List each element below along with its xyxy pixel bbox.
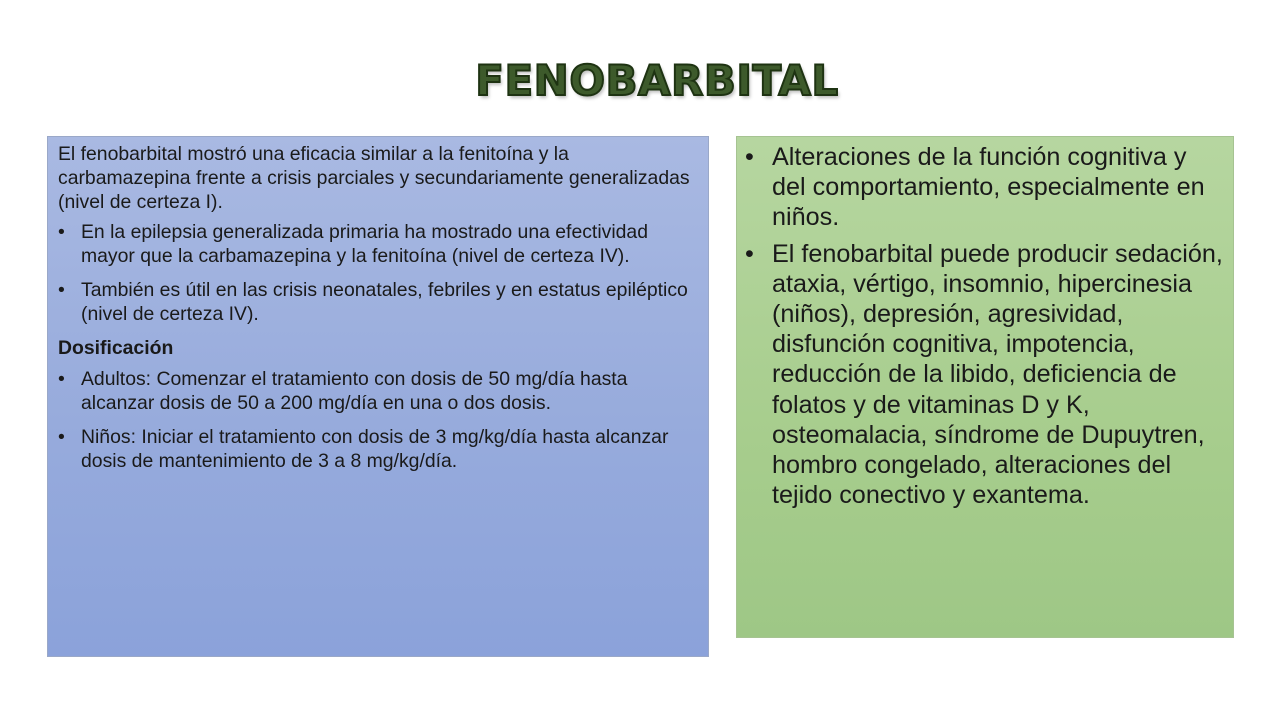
right-text-panel bbox=[736, 136, 1234, 638]
adverse-effects-bullet-list bbox=[745, 142, 1227, 510]
bullet-marker: • bbox=[58, 425, 65, 448]
dosing-bullet-list bbox=[58, 368, 698, 473]
bullet-marker: • bbox=[58, 221, 65, 244]
list-item bbox=[58, 368, 698, 416]
bullet-text: Niños: Iniciar el tratamiento con dosis de 3 mg/kg/día hasta alcanzar dosis de mantenimiento de 3 a 8 mg/kg/día. bbox=[81, 425, 669, 472]
bullet-marker: • bbox=[745, 239, 754, 268]
slide-title: FENOBARBITAL bbox=[475, 56, 839, 105]
list-item bbox=[58, 426, 698, 474]
bullet-text: Alteraciones de la función cognitiva y del comportamiento, especialmente en niños. bbox=[772, 143, 1205, 232]
bullet-text: También es útil en las crisis neonatales, febriles y en estatus epiléptico (nivel de certeza IV). bbox=[81, 278, 688, 325]
efficacy-bullet-list bbox=[58, 221, 698, 326]
bullet-text: El fenobarbital puede producir sedación, ataxia, vértigo, insomnio, hipercinesia (niños), depresión, agresividad, disfunción cognitiva, impotencia, reducción de la libido, deficiencia de folatos y de vitaminas D y K, osteomalacia, síndrome de Dupuytren, hombro congelado, alteraciones del tejido conectivo y exantema. bbox=[772, 239, 1223, 510]
list-item bbox=[745, 239, 1227, 511]
list-item bbox=[58, 221, 698, 269]
list-item bbox=[58, 279, 698, 327]
left-text-panel bbox=[47, 136, 709, 657]
dosing-heading: Dosificación bbox=[58, 336, 174, 359]
intro-paragraph: El fenobarbital mostró una eficacia similar a la fenitoína y la carbamazepina frente a crisis parciales y secundariamente generalizadas (nivel de certeza I). bbox=[58, 143, 690, 213]
bullet-text: En la epilepsia generalizada primaria ha mostrado una efectividad mayor que la carbamazepina y la fenitoína (nivel de certeza IV). bbox=[81, 221, 648, 268]
bullet-text: Adultos: Comenzar el tratamiento con dosis de 50 mg/día hasta alcanzar dosis de 50 a 200 mg/día en una o dos dosis. bbox=[81, 368, 628, 415]
bullet-marker: • bbox=[58, 368, 65, 391]
list-item bbox=[745, 142, 1227, 233]
bullet-marker: • bbox=[745, 143, 754, 171]
bullet-marker: • bbox=[58, 278, 65, 301]
